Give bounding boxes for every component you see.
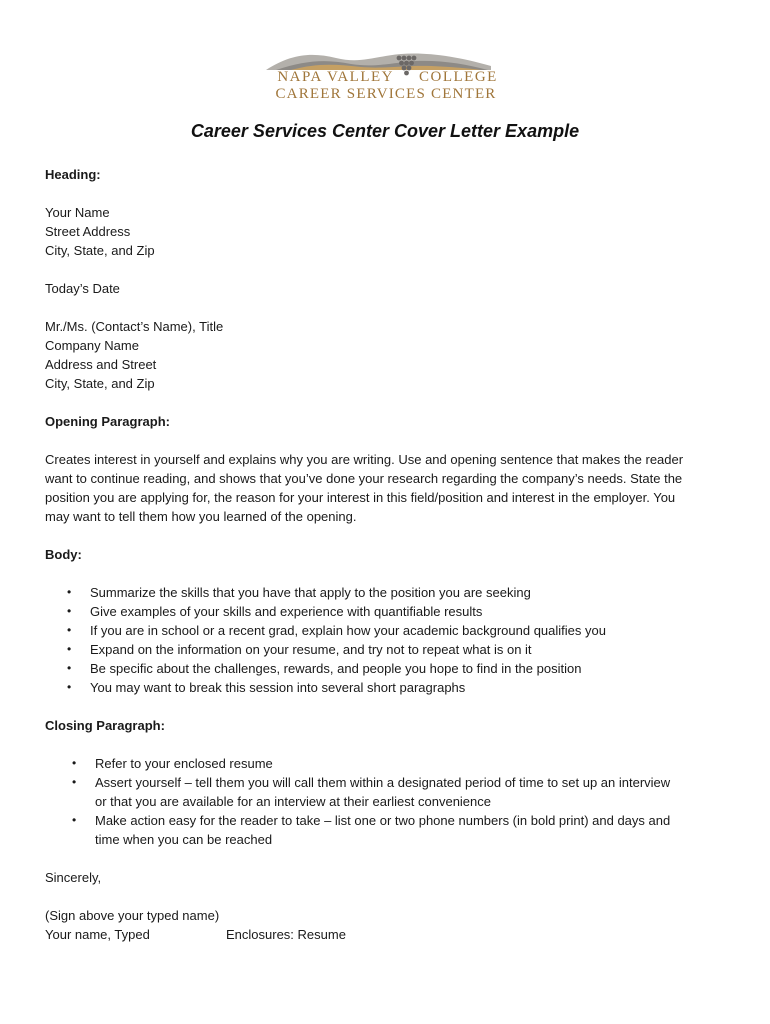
letter-body [45, 165, 735, 944]
recipient-line: Company Name [45, 338, 139, 353]
recipient-line: City, State, and Zip [45, 376, 155, 391]
list-item: • If you are in school or a recent grad, explain how your academic background qualifies you [67, 623, 606, 638]
college-logo-graphic [266, 44, 506, 104]
body-bullet-list [45, 583, 735, 697]
bullet-icon: • [67, 661, 72, 675]
list-item: • Refer to your enclosed resume [72, 756, 273, 771]
recipient-line: Address and Street [45, 357, 157, 372]
logo-line2: CAREER SERVICES CENTER [275, 86, 497, 102]
opening-line: may want to tell them how you learned of the opening. [45, 509, 357, 524]
opening-paragraph-label: Opening Paragraph: [45, 414, 170, 429]
bullet-icon: • [72, 813, 77, 827]
enclosures-note: Enclosures: Resume [226, 927, 346, 942]
logo-line1-left: NAPA VALLEY [277, 69, 394, 85]
list-item: • Assert yourself – tell them you will call them within a designated period of time to set up an interview or that you are available for an interview at their earliest convenience [72, 775, 671, 809]
typed-name: Your name, Typed [45, 927, 150, 942]
list-item: • Expand on the information on your resume, and try not to repeat what is on it [67, 642, 532, 657]
heading-label: Heading: [45, 167, 101, 182]
bullet-icon: • [67, 680, 72, 694]
recipient-line: Mr./Ms. (Contact’s Name), Title [45, 319, 224, 334]
opening-line: Creates interest in yourself and explains why you are writing. Use and opening sentence that makes the reader [45, 452, 684, 467]
opening-line: position you are applying for, the reason for your interest in this field/position and interest in the employer. You [45, 490, 676, 505]
sender-line: City, State, and Zip [45, 243, 155, 258]
list-item: • Be specific about the challenges, rewards, and people you hope to find in the position [67, 661, 582, 676]
closing-bullet-list [45, 754, 735, 849]
list-item: • You may want to break this session into several short paragraphs [67, 680, 466, 695]
bullet-icon: • [67, 604, 72, 618]
page-title: Career Services Center Cover Letter Example [190, 121, 580, 141]
list-item: • Make action easy for the reader to take – list one or two phone numbers (in bold print) and days and time when you can be reached [72, 813, 671, 847]
closing-paragraph-label: Closing Paragraph: [45, 718, 165, 733]
body-label: Body: [45, 547, 82, 562]
salutation: Sincerely, [45, 870, 102, 885]
list-item: • Give examples of your skills and experience with quantifiable results [67, 604, 483, 619]
college-logo [266, 44, 506, 104]
bullet-icon: • [67, 623, 72, 637]
list-item: • Summarize the skills that you have that apply to the position you are seeking [67, 585, 531, 600]
recipient-address-block [45, 317, 735, 393]
bullet-icon: • [67, 585, 72, 599]
signature-note: (Sign above your typed name) [45, 908, 220, 923]
sender-line: Street Address [45, 224, 131, 239]
sender-line: Your Name [45, 205, 110, 220]
signature-line [45, 925, 735, 944]
bullet-icon: • [67, 642, 72, 656]
logo-line1-right: COLLEGE [419, 69, 498, 85]
opening-paragraph [45, 450, 735, 526]
date-line: Today’s Date [45, 281, 120, 296]
bullet-icon: • [72, 775, 77, 789]
opening-line: want to continue reading, and shows that you’ve done your research regarding the company’s needs. State the [45, 471, 683, 486]
sender-address-block [45, 203, 735, 260]
bullet-icon: • [72, 756, 77, 770]
